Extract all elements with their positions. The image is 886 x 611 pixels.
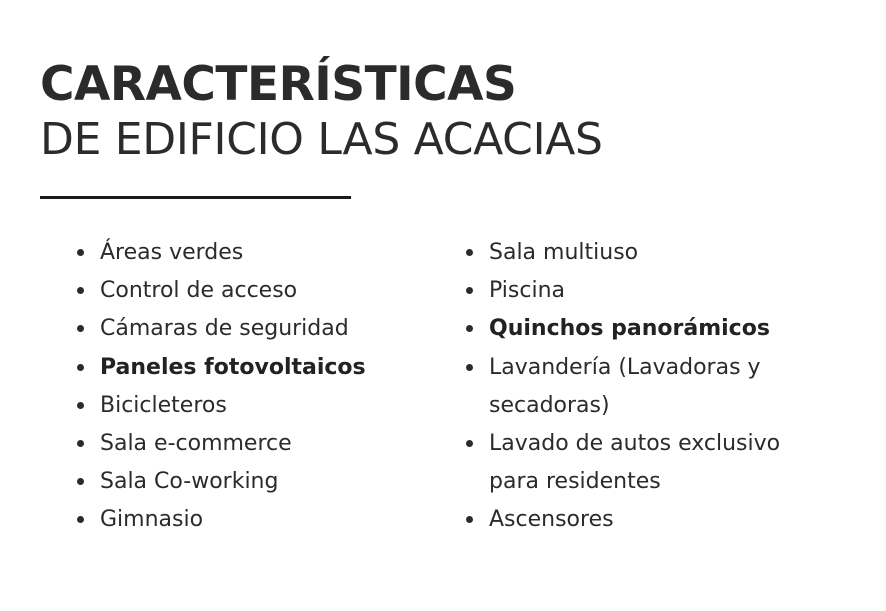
bullet-icon xyxy=(77,364,84,371)
bullet-icon xyxy=(77,287,84,294)
heading-divider xyxy=(40,196,351,199)
feature-item xyxy=(76,234,436,272)
features-list-right xyxy=(465,234,810,540)
feature-label: Cámaras de seguridad xyxy=(100,316,349,342)
feature-label: Paneles fotovoltaicos xyxy=(100,354,366,380)
feature-item xyxy=(465,234,810,272)
bullet-icon xyxy=(77,440,84,447)
feature-label: Bicicleteros xyxy=(100,392,227,418)
bullet-icon xyxy=(466,440,473,447)
bullet-icon xyxy=(466,249,473,256)
feature-item xyxy=(465,349,810,425)
bullet-icon xyxy=(466,287,473,294)
feature-item xyxy=(76,463,436,501)
bullet-icon xyxy=(77,325,84,332)
feature-item xyxy=(76,387,436,425)
bullet-icon xyxy=(77,478,84,485)
heading-line-bold: CARACTERÍSTICAS xyxy=(40,57,517,112)
feature-label: Sala multiuso xyxy=(489,240,639,265)
feature-label: Control de acceso xyxy=(100,278,298,304)
heading-line-light: DE EDIFICIO LAS ACACIAS xyxy=(40,114,603,165)
feature-label: Sala Co-working xyxy=(100,469,279,495)
feature-label: Ascensores xyxy=(489,507,614,533)
features-list-left xyxy=(76,234,436,540)
feature-label: Lavandería (Lavadoras y secadoras) xyxy=(489,354,761,418)
feature-item xyxy=(76,349,436,387)
bullet-icon xyxy=(77,402,84,409)
bullet-icon xyxy=(77,249,84,256)
feature-label: Gimnasio xyxy=(100,507,204,533)
feature-item xyxy=(76,272,436,310)
bullet-icon xyxy=(466,364,473,371)
feature-label: Quinchos panorámicos xyxy=(489,316,770,342)
bullet-icon xyxy=(466,516,473,523)
bullet-icon xyxy=(77,516,84,523)
feature-item xyxy=(76,501,436,539)
feature-item xyxy=(465,272,810,310)
bullet-icon xyxy=(466,325,473,332)
feature-label: Sala e-commerce xyxy=(100,431,292,457)
feature-item xyxy=(76,425,436,463)
feature-label: Áreas verdes xyxy=(100,240,244,265)
feature-label: Piscina xyxy=(489,278,565,304)
feature-item xyxy=(76,310,436,348)
feature-label: Lavado de autos exclusivo para residentes xyxy=(489,431,781,495)
section-heading xyxy=(40,56,860,166)
feature-item xyxy=(465,310,810,348)
feature-item xyxy=(465,425,810,501)
feature-item xyxy=(465,501,810,539)
